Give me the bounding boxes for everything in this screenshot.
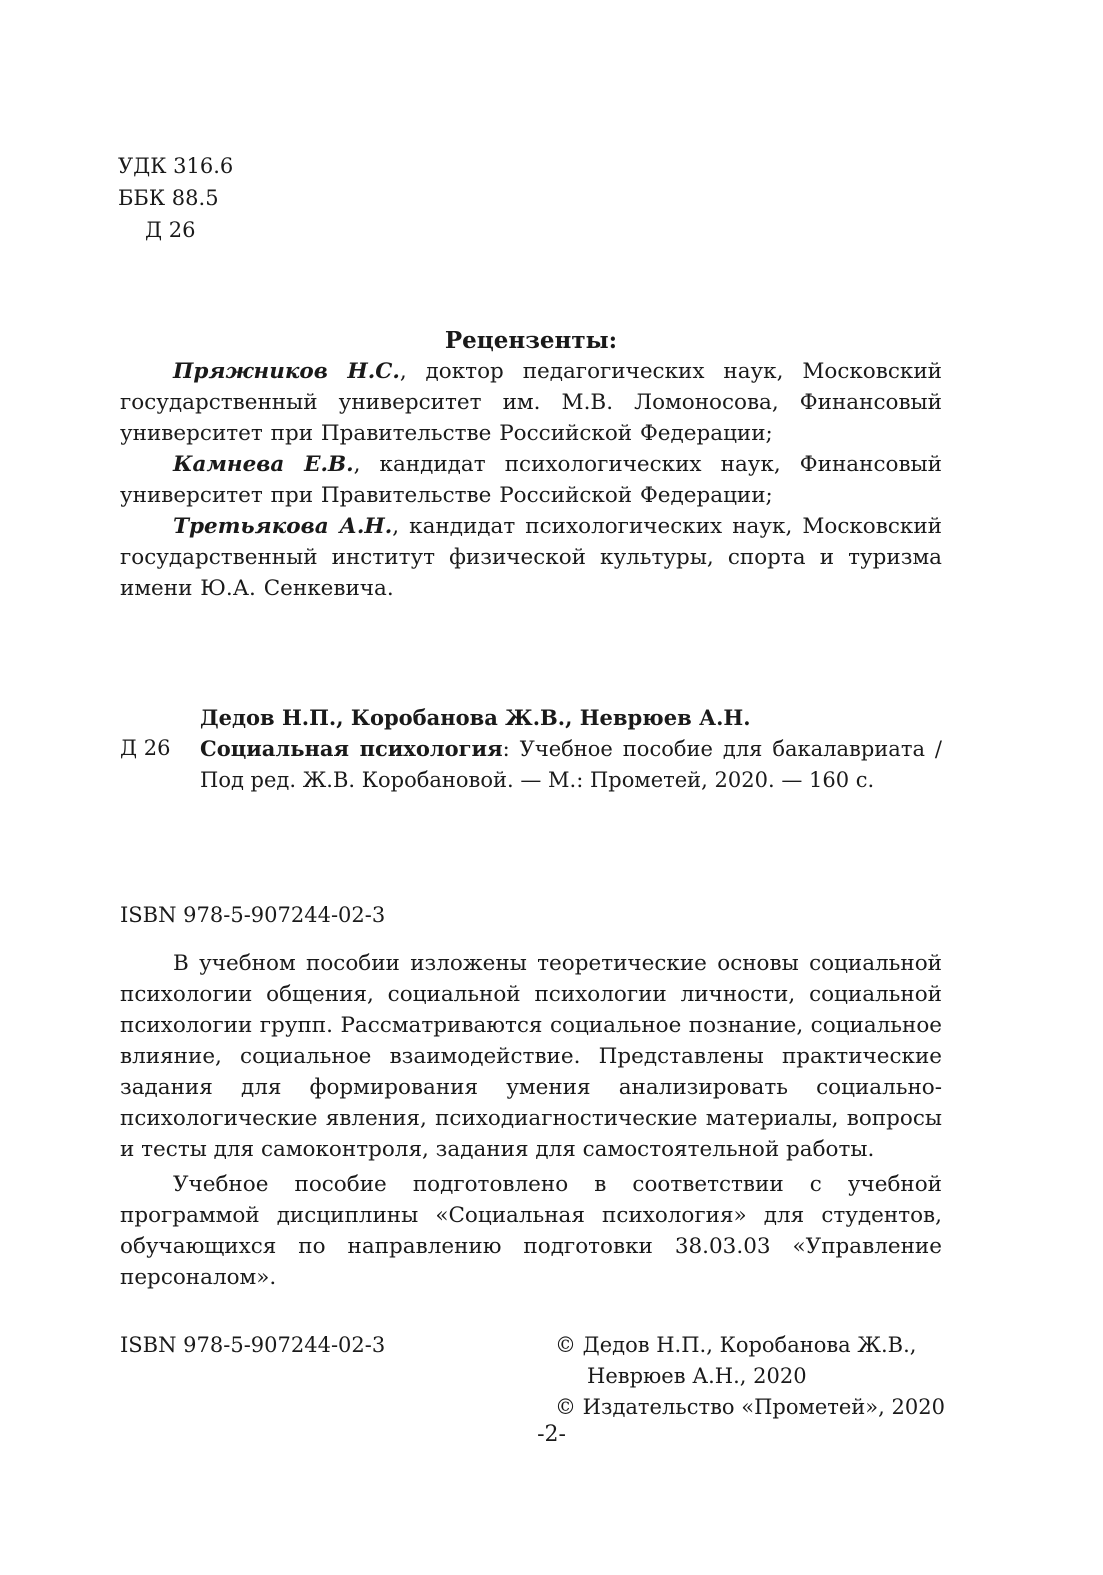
isbn-bottom: ISBN 978-5-907244-02-3 bbox=[120, 1333, 386, 1357]
reviewers-heading: Рецензенты: bbox=[444, 327, 618, 354]
abstract-paragraph: Учебное пособие подготовлено в соответствии с учебной программой дисциплины «Социальная психология» для студентов, обучающихся по направлению подготовки 38.03.03 «Управление персоналом». bbox=[120, 1172, 942, 1290]
reviewer-entry bbox=[120, 449, 942, 511]
copyright-block bbox=[555, 1330, 945, 1423]
reviewer-details: , доктор педагогических наук, Московский государственный университет им. М.В. Ломоносова, Финансовый университет при Правительстве Российской Федерации; bbox=[120, 359, 942, 446]
abstract-paragraph: В учебном пособии изложены теоретические основы социальной психологии общения, социальной психологии личности, социальной психологии групп. Рассматриваются социальное познание, социальное влияние, социальное взаимодействие. Представлены практические задания для формирования умения анализировать социально-психологические явления, психодиагностические материалы, вопросы и тесты для самоконтроля, задания для самостоятельной работы. bbox=[120, 951, 942, 1162]
page-number: -2- bbox=[537, 1422, 566, 1447]
udk-code: УДК 316.6 bbox=[118, 154, 234, 178]
bbk-code: ББК 88.5 bbox=[118, 186, 219, 210]
copyright-publisher: © Издательство «Прометей», 2020 bbox=[555, 1395, 945, 1419]
book-details: : Учебное пособие для бакалавриата / Под ред. Ж.В. Коробановой. — М.: Прометей, 2020. — 160 с. bbox=[200, 737, 942, 792]
reviewer-name: Пряжников Н.С. bbox=[173, 359, 400, 384]
reviewer-details: , кандидат психологических наук, Московский государственный институт физической культуры, спорта и туризма имени Ю.А. Сенкевича. bbox=[120, 514, 942, 601]
classification-block bbox=[118, 150, 233, 246]
bibliographic-record bbox=[120, 702, 942, 796]
reviewer-name: Третьякова А.Н. bbox=[173, 514, 393, 539]
reviewer-details: , кандидат психологических наук, Финансовый университет при Правительстве Российской Федерации; bbox=[120, 452, 942, 508]
author-mark: Д 26 bbox=[145, 218, 196, 242]
isbn-top: ISBN 978-5-907244-02-3 bbox=[120, 903, 386, 927]
copyright-authors: © Дедов Н.П., Коробанова Ж.В., bbox=[555, 1333, 917, 1357]
reviewer-entry bbox=[120, 356, 942, 449]
book-title: Социальная психология bbox=[200, 736, 503, 761]
copyright-authors-cont: Неврюев А.Н., 2020 bbox=[587, 1364, 807, 1388]
abstract bbox=[120, 948, 942, 1293]
bibliographic-description bbox=[200, 733, 942, 796]
bibliographic-row bbox=[120, 733, 942, 796]
reviewers-list bbox=[120, 356, 942, 604]
reviewer-name: Камнева Е.В. bbox=[173, 452, 354, 477]
reviewer-entry bbox=[120, 511, 942, 604]
bibliographic-code: Д 26 bbox=[120, 736, 171, 760]
book-authors: Дедов Н.П., Коробанова Ж.В., Неврюев А.Н. bbox=[200, 705, 751, 730]
